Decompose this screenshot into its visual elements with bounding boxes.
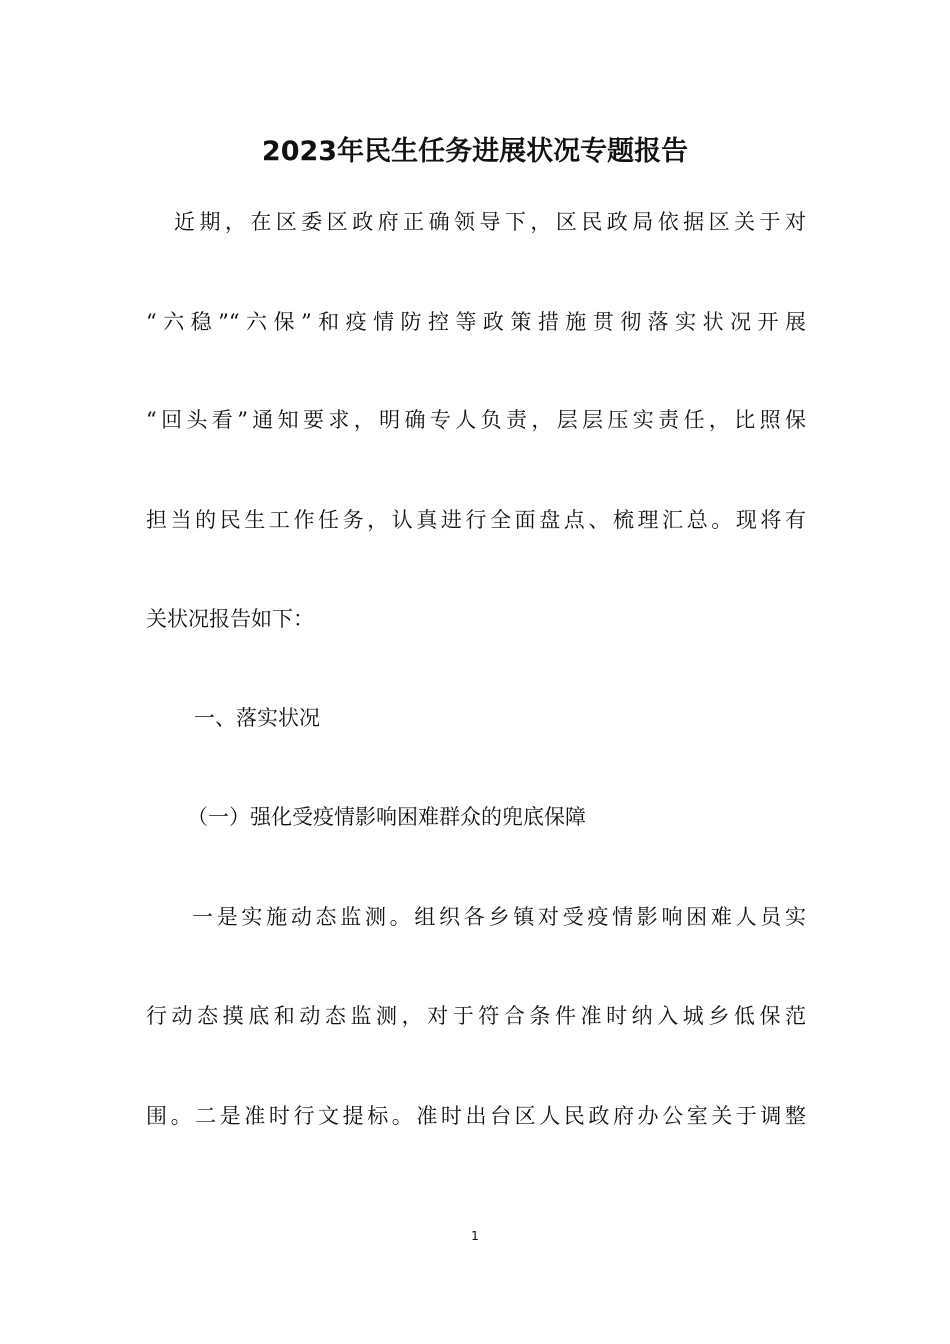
- paragraph-line: 担当的民生工作任务，认真进行全面盘点、梳理汇总。现将有: [146, 508, 806, 532]
- paragraph-line: 行动态摸底和动态监测，对于符合条件准时纳入城乡低保范: [146, 1004, 806, 1028]
- document-title: 2023年民生任务进展状况专题报告: [261, 136, 689, 167]
- page-number: 1: [471, 1229, 479, 1243]
- paragraph-line: 关状况报告如下：: [146, 607, 314, 631]
- paragraph-line: 一是实施动态监测。组织各乡镇对受疫情影响困难人员实: [192, 905, 806, 929]
- paragraph-line: “回头看”通知要求，明确专人负责，层层压实责任，比照保: [146, 408, 806, 432]
- section-heading: 一、落实状况: [194, 706, 320, 730]
- subsection-heading: （一）强化受疫情影响困难群众的兜底保障: [187, 805, 586, 829]
- paragraph-line: 近期，在区委区政府正确领导下，区民政局依据区关于对: [174, 210, 806, 234]
- paragraph-line: “六稳”“六保”和疫情防控等政策措施贯彻落实状况开展: [146, 310, 806, 334]
- paragraph-line: 围。二是准时行文提标。准时出台区人民政府办公室关于调整: [146, 1104, 806, 1128]
